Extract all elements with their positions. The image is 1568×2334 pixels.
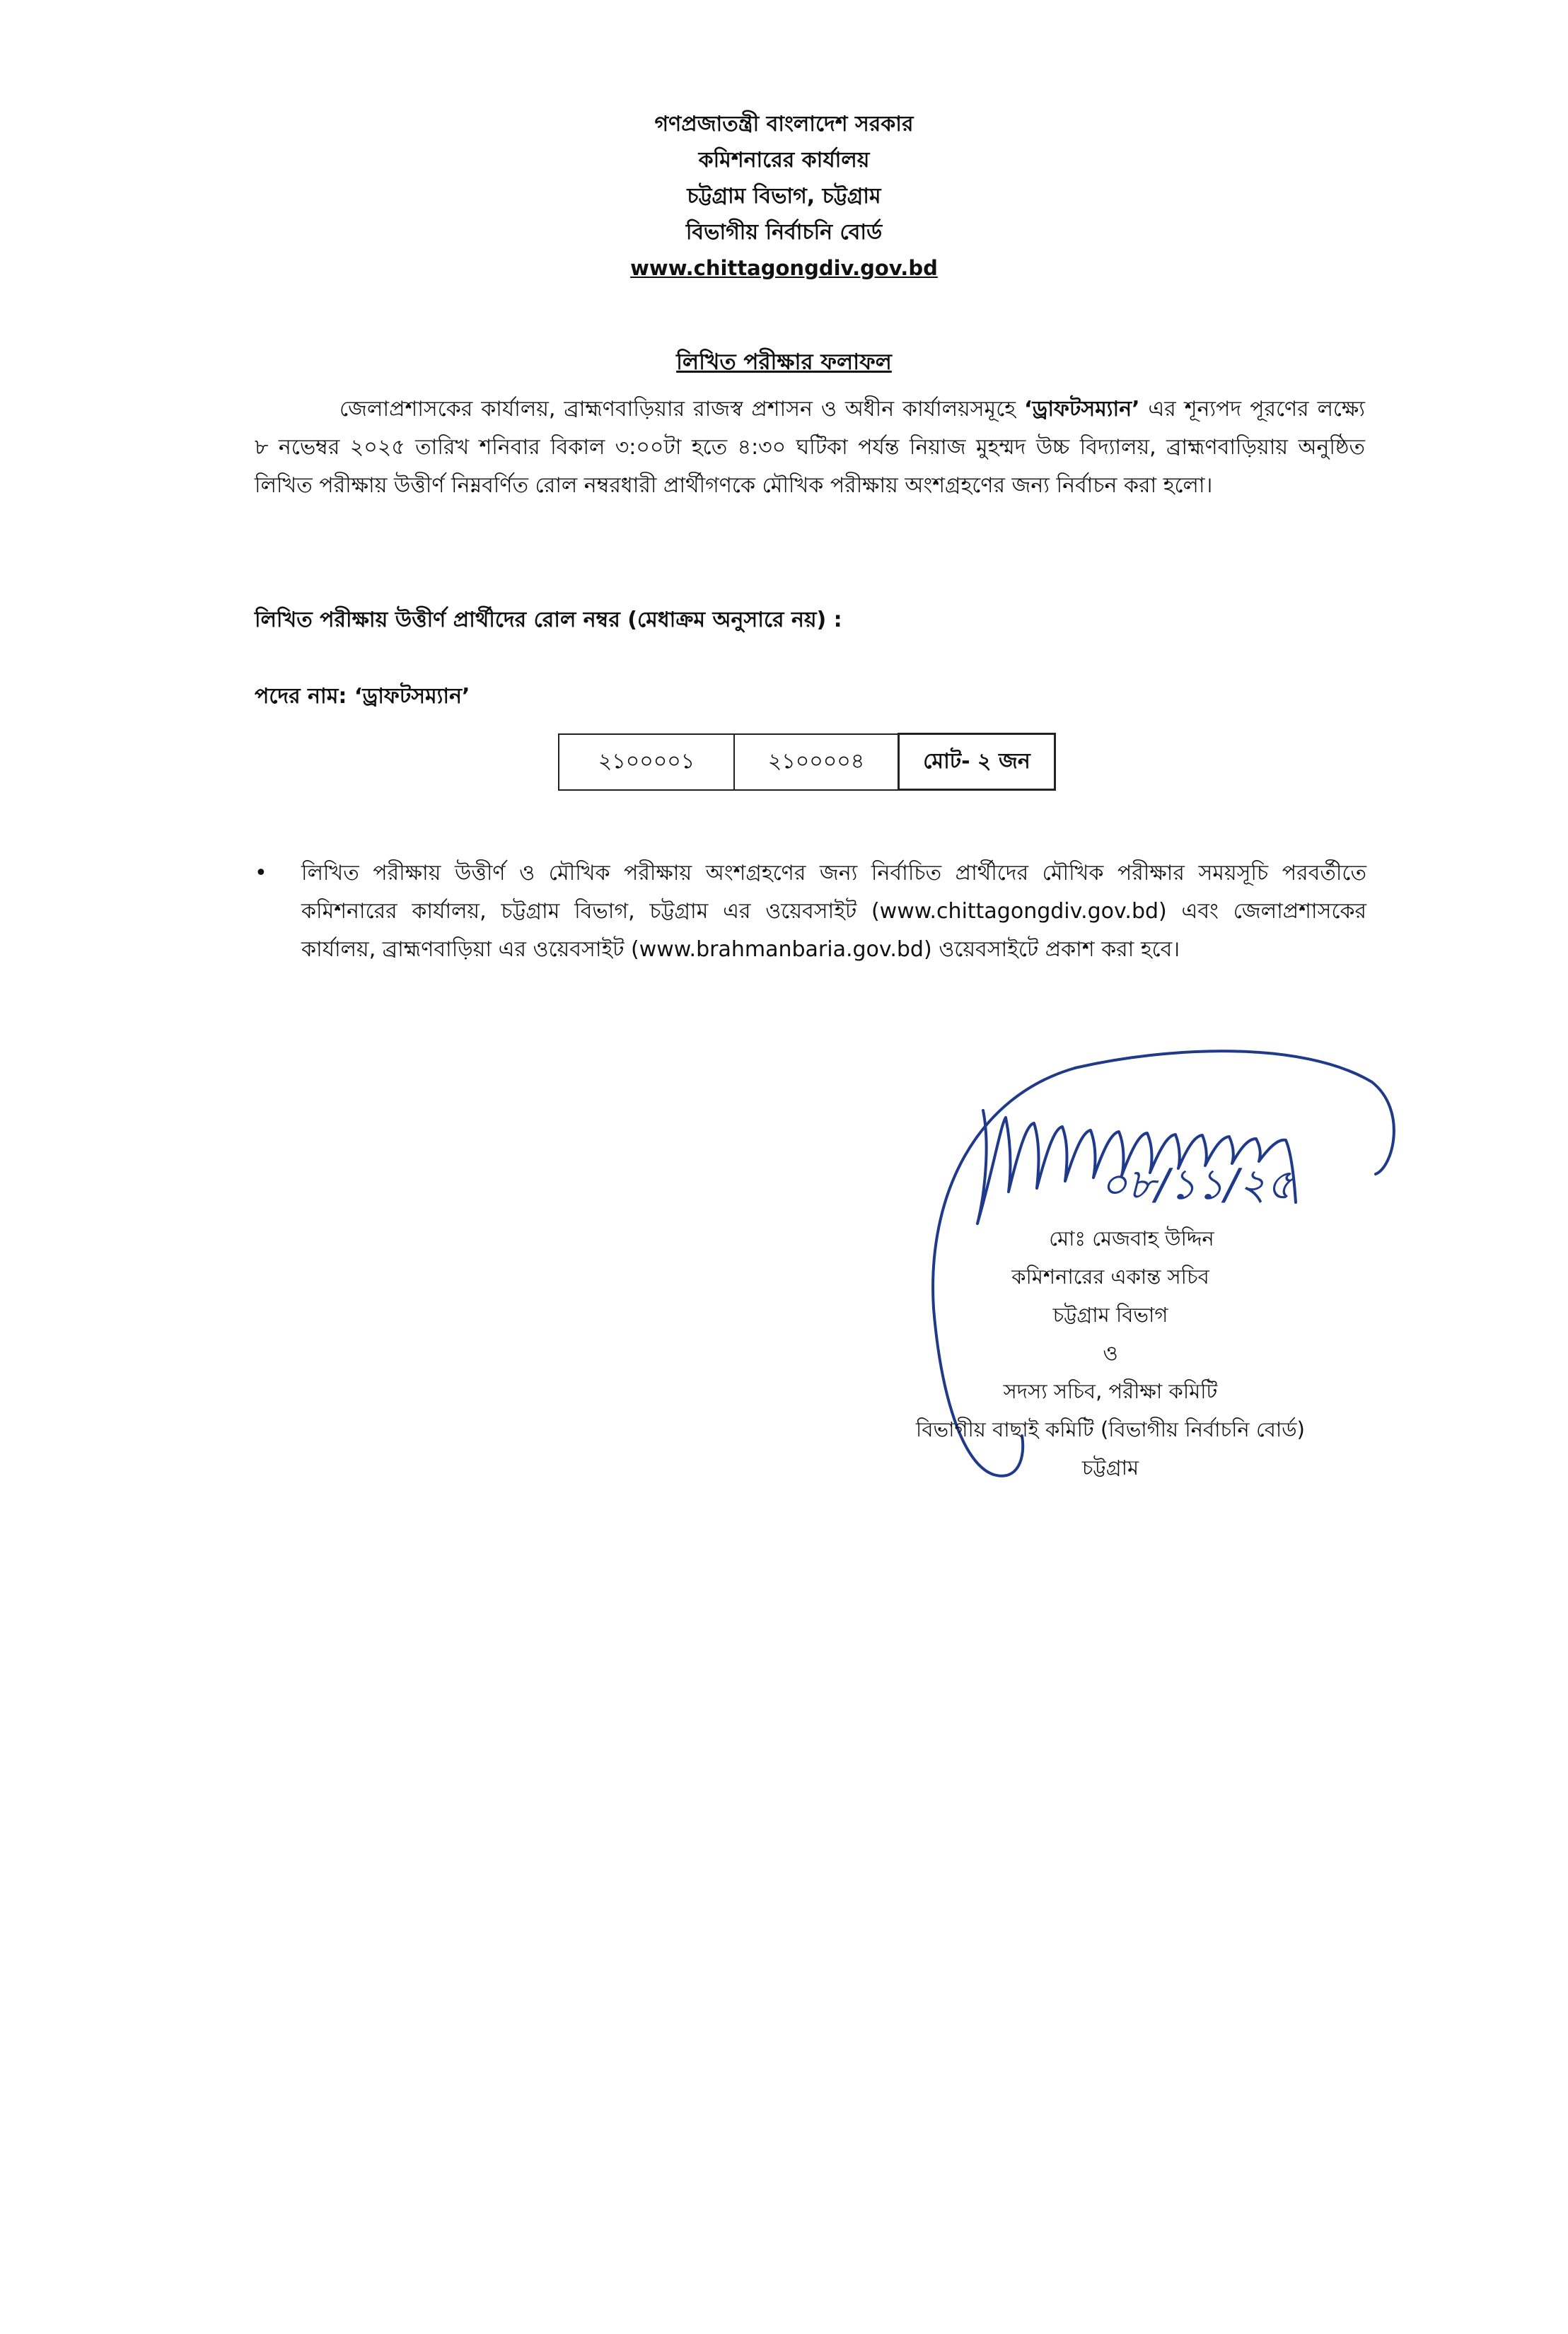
- table-row: [559, 734, 1055, 790]
- signatory-conjunction: ও: [1103, 1341, 1118, 1365]
- post-name-inline: ‘ড্রাফটসম্যান’: [1023, 397, 1140, 422]
- division-name: চট্টগ্রাম বিভাগ, চট্টগ্রাম: [687, 184, 881, 209]
- signatory-name: মোঃ মেজবাহ উদ্দিন: [1049, 1226, 1214, 1250]
- roll-number-cell: ২১০০০০৪: [734, 734, 899, 790]
- list-item: [255, 854, 1366, 969]
- roll-number-cell: ২১০০০০১: [559, 734, 734, 790]
- total-count-cell: মোট- ২ জন: [899, 734, 1055, 790]
- signatory-designation-4: বিভাগীয় বাছাই কমিটি (বিভাগীয় নির্বাচনি বোর্ড): [916, 1417, 1305, 1441]
- signatory-block: [884, 1219, 1337, 1487]
- signatory-designation-3: সদস্য সচিব, পরীক্ষা কমিটি: [1003, 1379, 1218, 1403]
- post-name-label: পদের নাম: ‘ড্রাফটসম্যান’: [255, 684, 470, 709]
- notice-list: [255, 854, 1366, 969]
- signatory-designation-2: চট্টগ্রাম বিভাগ: [1052, 1303, 1168, 1327]
- paragraph-part-2: এর শূন্যপদ পূরণের লক্ষ্যে ৮ নভেম্বর ২০২৫ তারিখ শনিবার বিকাল ৩:০০টা হতে ৪:৩০ ঘটিকা পর্যন্ত নিয়াজ মুহম্মদ উচ্চ বিদ্যালয়, ব্রাহ্মণবাড়িয়ায় অনুষ্ঠিত লিখিত পরীক্ষায় উত্তীর্ণ নিম্নবর্ণিত রোল নম্বরধারী প্রার্থীগণকে মৌখিক পরীক্ষায় অংশগ্রহণের জন্য নির্বাচন করা হলো।: [255, 397, 1365, 498]
- notice-text: লিখিত পরীক্ষায় উত্তীর্ণ ও মৌখিক পরীক্ষায় অংশগ্রহণের জন্য নির্বাচিত প্রার্থীদের মৌখিক পরীক্ষার সময়সূচি পরবর্তীতে কমিশনারের কার্যালয়, চট্টগ্রাম বিভাগ, চট্টগ্রাম এর ওয়েবসাইট (www.chittagongdiv.gov.bd) এবং জেলাপ্রশাসকের কার্যালয়, ব্রাহ্মণবাড়িয়া এর ওয়েবসাইট (www.brahmanbaria.gov.bd) ওয়েবসাইটে প্রকাশ করা হবে।: [301, 861, 1366, 962]
- roll-section-heading: লিখিত পরীক্ষায় উত্তীর্ণ প্রার্থীদের রোল নম্বর (মেধাক্রম অনুসারে নয়) :: [255, 608, 842, 632]
- roll-number-table: [558, 733, 1056, 791]
- government-name: গণপ্রজাতন্ত্রী বাংলাদেশ সরকার: [654, 112, 914, 137]
- board-name: বিভাগীয় নির্বাচনি বোর্ড: [685, 220, 883, 245]
- website-link[interactable]: www.chittagongdiv.gov.bd: [630, 256, 938, 280]
- signatory-designation-1: কমিশনারের একান্ত সচিব: [1011, 1265, 1209, 1289]
- paragraph-part-1: জেলাপ্রশাসকের কার্যালয়, ব্রাহ্মণবাড়িয়ার রাজস্ব প্রশাসন ও অধীন কার্যালয়সমূহে: [339, 397, 1024, 422]
- result-paragraph: [255, 390, 1365, 505]
- signatory-location: চট্টগ্রাম: [1081, 1456, 1139, 1480]
- page-title: লিখিত পরীক্ষার ফলাফল: [676, 349, 892, 375]
- handwritten-date: ০৮/১১/২৫: [1100, 1160, 1294, 1209]
- letterhead: [0, 106, 1568, 286]
- office-name: কমিশনারের কার্যালয়: [698, 148, 870, 173]
- bullet-icon: •: [255, 861, 267, 886]
